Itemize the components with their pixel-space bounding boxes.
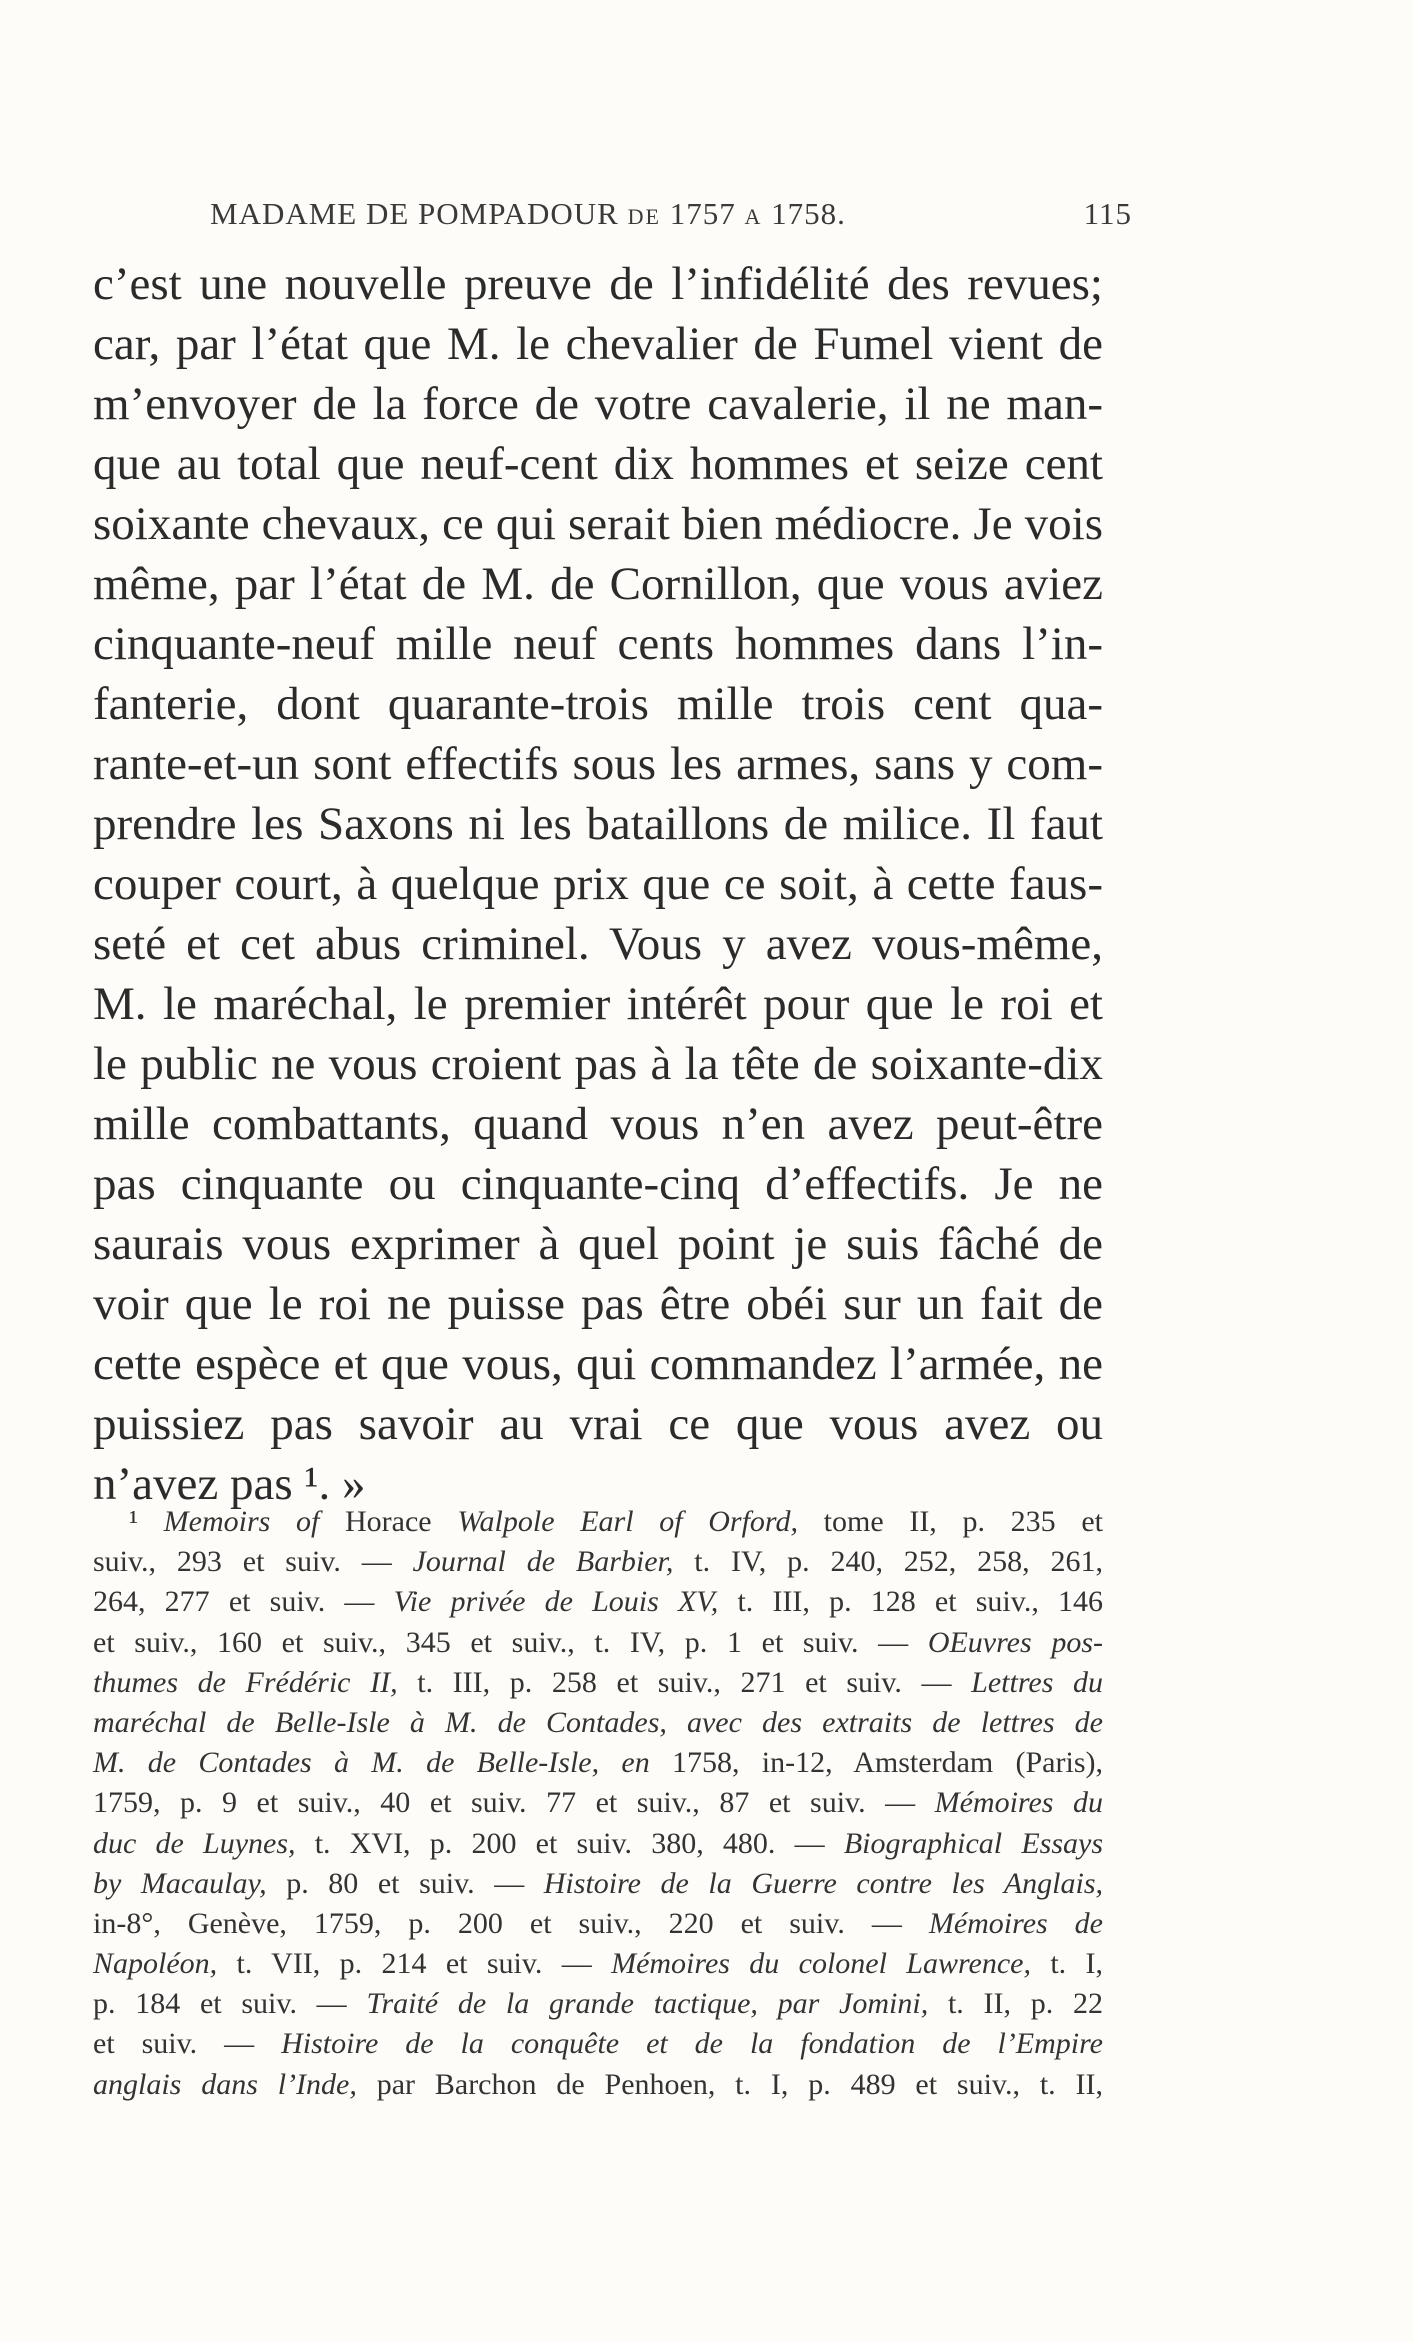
footnote-text: t. IV, p. 240, 252, 258, 261, [673, 1545, 1104, 1579]
footnote-text: t. VII, p. 214 et suiv. — [217, 1947, 612, 1981]
footnotes [93, 1502, 1103, 2105]
body-line: seté et cet abus criminel. Vous y avez vous-même, [93, 918, 1103, 970]
footnote-italic-text: by Macaulay, [93, 1866, 267, 1900]
footnote-italic-text: Biographical Essays [843, 1826, 1103, 1860]
footnote-text: suiv., 293 et suiv. — [93, 1545, 413, 1579]
footnote-text: t. II, p. 22 [928, 1987, 1103, 2021]
footnote-italic-text: Traité de la grande tactique, par Jomini, [366, 1987, 929, 2021]
footnote-line [93, 1502, 1103, 1542]
footnote-line [93, 1623, 1103, 1663]
body-line: car, par l’état que M. le chevalier de Fumel vient de [93, 318, 1103, 370]
footnote-line [93, 1984, 1103, 2024]
footnote-italic-text: Mémoires du colonel Lawrence, [611, 1947, 1031, 1981]
body-line: M. le maréchal, le premier intérêt pour que le roi et [93, 978, 1103, 1030]
footnote-italic-text: Mémoires du [934, 1786, 1103, 1820]
body-line: soixante chevaux, ce qui serait bien médiocre. Je vois [93, 498, 1103, 550]
footnote-italic-text: duc de Luynes, [93, 1826, 296, 1860]
body-line: même, par l’état de M. de Cornillon, que vous aviez [93, 558, 1103, 610]
footnote-italic-text: Walpole Earl of Orford, [457, 1505, 798, 1538]
body-line: c’est une nouvelle preuve de l’infidélité des revues; [93, 258, 1103, 310]
footnote-text: 1759, p. 9 et suiv., 40 et suiv. 77 et suiv., 87 et suiv. — [93, 1786, 935, 1820]
footnote-text: et suiv. — [93, 2027, 282, 2061]
body-line: rante-et-un sont effectifs sous les armes, sans y com- [93, 738, 1103, 790]
footnote-line [93, 1783, 1103, 1823]
footnote-italic-text: maréchal de Belle-Isle à M. de Contades, avec des extraits de lettres de [93, 1705, 1103, 1739]
footnote-italic-text: M. de Contades à M. de Belle-Isle, en [93, 1746, 650, 1780]
footnote-text: t. XVI, p. 200 et suiv. 380, 480. — [295, 1826, 844, 1860]
footnote-text: t. III, p. 128 et suiv., 146 [718, 1585, 1103, 1619]
footnote-italic-text: Journal de Barbier, [412, 1545, 674, 1579]
body-line: fanterie, dont quarante-trois mille trois cent qua- [93, 678, 1103, 730]
footnote-italic-text: Memoirs of [163, 1505, 320, 1538]
body-line: pas cinquante ou cinquante-cinq d’effectifs. Je ne [93, 1158, 1103, 1210]
footnote-italic-text: Histoire de la conquête et de la fondation de l’Empire [281, 2027, 1103, 2061]
running-title: MADAME DE POMPADOUR DE 1757 A 1758. [210, 196, 846, 231]
footnote-italic-text: Vie privée de Louis XV, [393, 1585, 719, 1619]
footnote-italic-text: thumes de Frédéric II, [93, 1665, 398, 1699]
footnote-text: 1758, in-12, Amsterdam (Paris), [649, 1746, 1103, 1780]
footnote-line [93, 1703, 1103, 1743]
footnote-italic-text: OEuvres pos- [927, 1625, 1103, 1659]
body-line: cette espèce et que vous, qui commandez l’armée, ne [93, 1338, 1103, 1390]
footnote-text: par Barchon de Penhoen, t. I, p. 489 et suiv., t. II, [356, 2067, 1103, 2101]
footnote-line [93, 1663, 1103, 1703]
body-line: couper court, à quelque prix que ce soit, à cette faus- [93, 858, 1103, 910]
body-line: saurais vous exprimer à quel point je suis fâché de [93, 1218, 1103, 1270]
body-line: voir que le roi ne puisse pas être obéi sur un fait de [93, 1278, 1103, 1330]
footnote-line [93, 1864, 1103, 1904]
footnote-line [93, 2024, 1103, 2064]
footnote-italic-text: Napoléon, [93, 1947, 218, 1981]
running-header [210, 196, 1150, 232]
body-line: que au total que neuf-cent dix hommes et seize cent [93, 438, 1103, 490]
footnote-line [93, 1904, 1103, 1944]
body-text [93, 254, 1103, 1514]
body-line: cinquante-neuf mille neuf cents hommes dans l’in- [93, 618, 1103, 670]
footnote-italic-text: Lettres du [971, 1665, 1103, 1699]
body-line: n’avez pas ¹. » [93, 1458, 366, 1510]
footnote-text: p. 80 et suiv. — [266, 1866, 544, 1900]
footnote-line [93, 1542, 1103, 1582]
footnote-text: et suiv., 160 et suiv., 345 et suiv., t. IV, p. 1 et suiv. — [93, 1625, 928, 1659]
footnote-line [93, 1582, 1103, 1622]
footnote-text: p. 184 et suiv. — [93, 1987, 367, 2021]
body-line: le public ne vous croient pas à la tête de soixante-dix [93, 1038, 1103, 1090]
footnote-text: in-8°, Genève, 1759, p. 200 et suiv., 220 et suiv. — [93, 1906, 929, 1940]
footnote-line [93, 1743, 1103, 1783]
footnote-line [93, 2065, 1103, 2105]
footnote-text: 264, 277 et suiv. — [93, 1585, 394, 1619]
footnote-line [93, 1824, 1103, 1864]
footnote-text: ¹ [129, 1505, 164, 1538]
footnote-italic-text: anglais dans l’Inde, [93, 2067, 357, 2101]
footnote-text: Horace [319, 1505, 458, 1538]
body-line: m’envoyer de la force de votre cavalerie, il ne man- [93, 378, 1103, 430]
footnote-line [93, 1944, 1103, 1984]
footnote-text: t. I, [1030, 1947, 1103, 1981]
footnote-text: tome II, p. 235 et [797, 1505, 1103, 1538]
footnote-italic-text: Mémoires de [928, 1906, 1103, 1940]
body-line: prendre les Saxons ni les bataillons de milice. Il faut [93, 798, 1103, 850]
footnote-text: t. III, p. 258 et suiv., 271 et suiv. — [397, 1665, 972, 1699]
body-line: mille combattants, quand vous n’en avez peut-être [93, 1098, 1103, 1150]
body-line: puissiez pas savoir au vrai ce que vous avez ou [93, 1398, 1103, 1450]
page-number: 115 [1083, 196, 1132, 231]
footnote-italic-text: Histoire de la Guerre contre les Anglais, [543, 1866, 1104, 1900]
